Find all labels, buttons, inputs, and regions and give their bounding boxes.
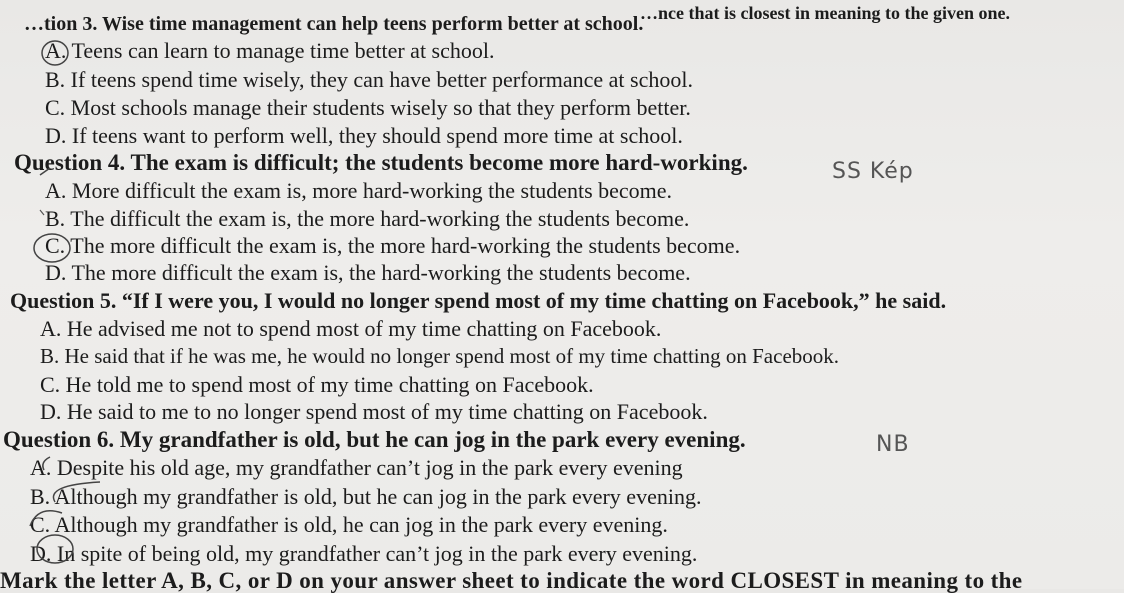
q4-option-b: B. The difficult the exam is, the more hard-working the students become. [45, 206, 690, 231]
q5-option-a: A. He advised me not to spend most of my time chatting on Facebook. [40, 316, 662, 341]
top-fragment: …nce that is closest in meaning to the given one. [640, 3, 1010, 23]
bottom-instruction-fragment: Mark the letter A, B, C, or D on your answer sheet to indicate the word CLOSEST in meaning to the [0, 568, 1023, 593]
question-3-fragment: …tion 3. Wise time management can help teens perform better at school. [24, 13, 644, 35]
q4-handwritten-note: SS Kép [832, 159, 914, 184]
question-6-title: Question 6. My grandfather is old, but he can jog in the park every evening. [3, 427, 746, 452]
q3-option-d: D. If teens want to perform well, they should spend more time at school. [45, 123, 683, 148]
q6-option-a: A. Despite his old age, my grandfather can’t jog in the park every evening [30, 455, 683, 480]
q6-option-c: C. Although my grandfather is old, he can jog in the park every evening. [30, 512, 668, 537]
q5-option-b: B. He said that if he was me, he would no longer spend most of my time chatting on Facebook. [40, 344, 840, 368]
q3-option-c: C. Most schools manage their students wisely so that they perform better. [45, 95, 691, 120]
q6-option-b: B. Although my grandfather is old, but he can jog in the park every evening. [30, 484, 702, 509]
q3-option-a: A. Teens can learn to manage time better at school. [45, 38, 495, 63]
question-5-title: Question 5. “If I were you, I would no longer spend most of my time chatting on Facebook,” he said. [10, 288, 947, 313]
q6-handwritten-note: NB [876, 432, 910, 457]
q4-option-a: A. More difficult the exam is, more hard-working the students become. [45, 178, 673, 203]
q5-option-c: C. He told me to spend most of my time chatting on Facebook. [40, 372, 594, 397]
q4-option-c: C. The more difficult the exam is, the more hard-working the students become. [45, 233, 741, 258]
question-4-title: Question 4. The exam is difficult; the students become more hard-working. [14, 150, 748, 175]
q3-option-b: B. If teens spend time wisely, they can have better performance at school. [45, 67, 693, 92]
q6-option-d: D. In spite of being old, my grandfather can’t jog in the park every evening. [30, 541, 698, 566]
mark-q4-b [40, 210, 44, 215]
q5-option-d: D. He said to me to no longer spend most of my time chatting on Facebook. [40, 399, 708, 424]
q4-option-d: D. The more difficult the exam is, the hard-working the students become. [45, 260, 691, 285]
